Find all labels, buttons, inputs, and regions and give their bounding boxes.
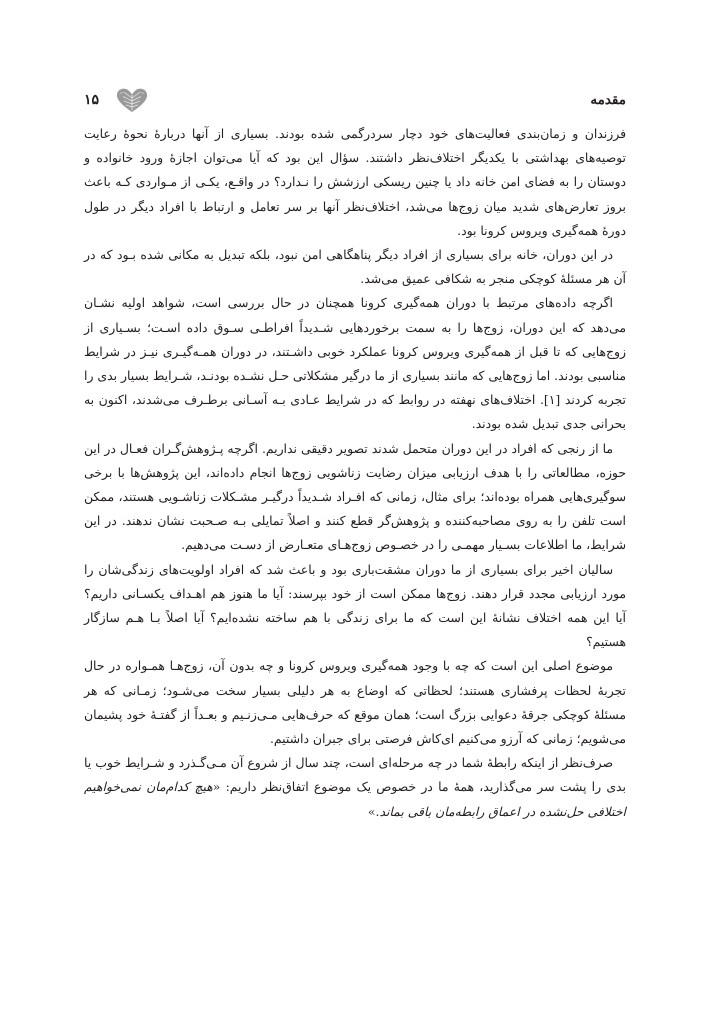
body-text bbox=[84, 122, 626, 824]
page-number: ۱۵ bbox=[84, 92, 100, 108]
paragraph-2: در این دوران، خانه برای بسیاری از افراد دیگر پناهگاهی امن نبود، بلکه تبدیل به مکانی شده بـود که در آن هر مسئلهٔ کوچکی منجر به شکافی عمیق می‌شد. bbox=[84, 247, 626, 287]
paragraph-7-emphasis: هیچ کدام‌مان نمی‌خواهیم اختلافی حل‌نشده در اعماق رابطه‌مان باقی بماند. bbox=[84, 779, 626, 819]
paragraph-7-closing: » bbox=[367, 803, 376, 819]
paragraph-7 bbox=[84, 751, 626, 824]
paragraph-1: فرزندان و زمان‌بندی فعالیت‌های خود دچار سردرگمی شده بودند. بسیاری از آنها دربارهٔ نحوهٔ رعایت توصیه‌های بهداشتی با یکدیگر اختلاف‌نظر داشتند. سؤال این بود که آیا می‌توان اجازهٔ ورود خانواده و دوستان را به فضای امن خانه داد یا چنین ریسکی ارزشش را نـدارد؟ در واقـع، یکـی از مـواردی کـه باعث بروز تعارض‌های شدید میان زوج‌ها می‌شد، اختلاف‌نظر آنها بر سر تعامل و ارتباط با افراد دیگر در طول دورهٔ همه‌گیری ویروس کرونا بود. bbox=[84, 126, 626, 238]
paragraph-3: اگرچه داده‌های مرتبط با دوران همه‌گیری کرونا همچنان در حال بررسی است، شواهد اولیه نشـان می‌دهد که این دوران، زوج‌ها را به سمت برخوردهایی شـدیداً افراطـی سـوق داده اسـت؛ بسـیاری از زوج‌هایی که تا قبل از همه‌گیری ویروس کرونا عملکرد خوبی داشـتند، در دوران همـه‌گیـری نیـز در شرایط مناسبی بودند. اما زوج‌هایی که مانند بسیاری از ما درگیر مشکلاتی حـل نشـده بودنـد، شـرایط بسیار بدی را تجربه کردند [۱]. اختلاف‌های نهفته در روابط که در شرایط عـادی بـه آسـانی برطـرف می‌شدند، اکنون به بحرانی جدی تبدیل شده بودند. bbox=[84, 295, 626, 432]
chapter-title: مقدمه bbox=[590, 92, 626, 108]
paragraph-7-text: صرف‌نظر از اینکه رابطهٔ شما در چه مرحله‌ای است، چند سال از شروع آن مـی‌گـذرد و شـرایط خوب یا بدی را پشت سر می‌گذارید، همهٔ ما در خصوص یک موضوع اتفاق‌نظر داریم: « bbox=[84, 755, 627, 795]
page-header bbox=[84, 86, 626, 116]
heart-leaf-ornament-icon bbox=[114, 86, 150, 114]
paragraph-5: سالیان اخیر برای بسیاری از ما دوران مشقت‌باری بود و باعث شد که افراد اولویت‌های زندگی‌شان را مورد ارزیابی مجدد قرار دهند. زوج‌ها ممکن است از خود بپرسند: آیا ما هنوز هم اهـداف یکسـانی داریم؟ آیا این همه اختلاف نشانهٔ این است که ما برای زندگی با هم ساخته نشده‌ایم؟ آیا اصلاً بـا هـم سازگار هستیم؟ bbox=[84, 561, 626, 650]
paragraph-4: ما از رنجی که افراد در این دوران متحمل شدند تصویر دقیقی نداریم. اگرچه پـژوهش‌گـران فعـال در این حوزه، مطالعاتی را با هدف ارزیابی میزان رضایت زناشویی زوج‌ها انجام داده‌اند، این پژوهش‌ها با برخی سوگیری‌هایی همراه بوده‌اند؛ برای مثال، زمانی که افـراد شـدیداً درگیـر مشـکلات زناشـویی هستند، ممکن است تلفن را به روی مصاحبه‌کننده و پژوهش‌گر قطع کنند و اصلاً تمایلی بـه صـحبت نشان ندهند. در این شرایط، ما اطلاعات بسـیار مهمـی را در خصـوص زوج‌هـای متعـارض از دسـت می‌دهیم. bbox=[84, 440, 626, 553]
paragraph-6: موضوع اصلی این است که چه با وجود همه‌گیری ویروس کرونا و چه بدون آن، زوج‌هـا همـواره در حال تجربهٔ لحظات پرفشاری هستند؛ لحظاتی که اوضاع به هر دلیلی بسیار سخت می‌شـود؛ زمـانی که هر مسئلهٔ کوچکی جرقهٔ دعوایی بزرگ است؛ همان موقع که حرف‌هایی مـی‌زنـیم و بعـداً از گفتـهٔ خود پشیمان می‌شویم؛ زمانی که آرزو می‌کنیم ای‌کاش فرصتی برای جبران داشتیم. bbox=[84, 658, 626, 747]
